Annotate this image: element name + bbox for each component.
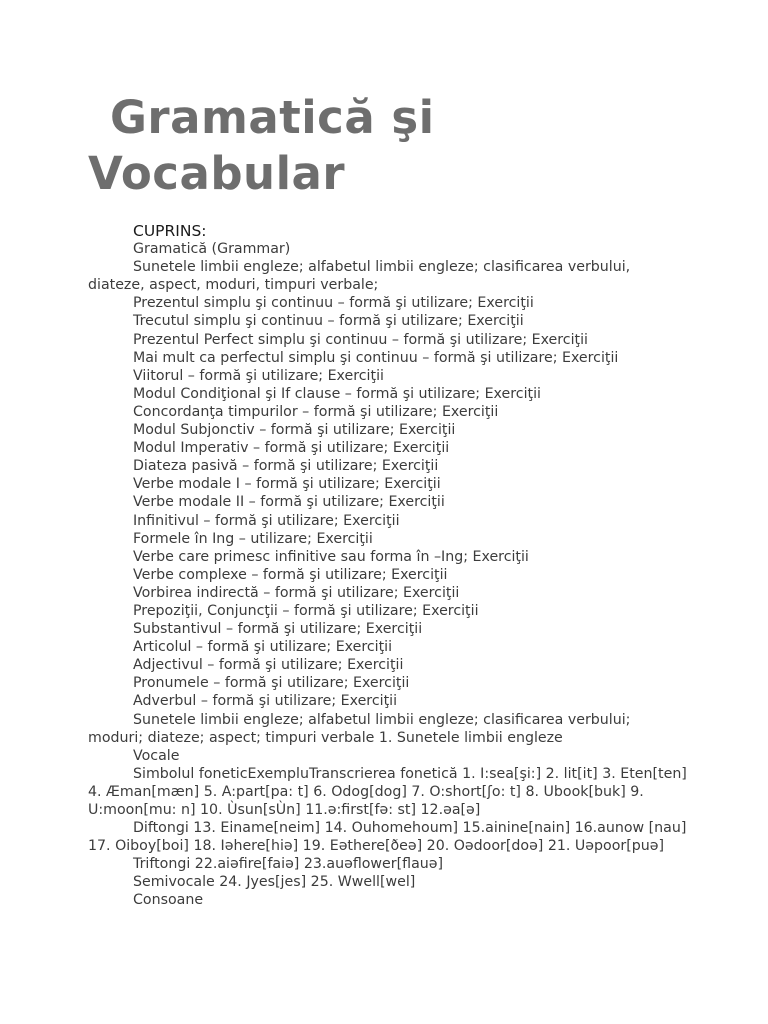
title-line-1: Gramatică şi bbox=[110, 91, 435, 144]
toc-item: Substantivul – formă şi utilizare; Exerciţii bbox=[133, 621, 423, 638]
toc-item: Sunetele limbii engleze; alfabetul limbii engleze; clasificarea verbului; moduri; diateze; aspect; timpuri verbale 1. Sunetele limbii engleze bbox=[88, 711, 631, 746]
toc-item: Modul Imperativ – formă şi utilizare; Exerciţii bbox=[133, 440, 450, 457]
toc-item: Triftongi 22.aiəfire[faiə] 23.auəflower[flauə] bbox=[133, 856, 444, 873]
toc-item: Gramatică (Grammar) bbox=[133, 241, 291, 258]
toc-item: Verbe complexe – formă şi utilizare; Exerciţii bbox=[133, 566, 448, 583]
toc-item: Verbe care primesc infinitive sau forma în –Ing; Exerciţii bbox=[133, 548, 529, 565]
title-line-2: Vocabular bbox=[88, 147, 346, 200]
toc-item: Vorbirea indirectă – formă şi utilizare; Exerciţii bbox=[133, 584, 460, 601]
toc-item: Adverbul – formă şi utilizare; Exerciţii bbox=[133, 693, 398, 710]
toc-item: Adjectivul – formă şi utilizare; Exerciţii bbox=[133, 657, 404, 674]
toc-item: Modul Subjonctiv – formă şi utilizare; Exerciţii bbox=[133, 422, 456, 439]
toc-item: Mai mult ca perfectul simplu şi continuu – formă şi utilizare; Exerciţii bbox=[133, 349, 619, 366]
toc-item: Semivocale 24. Jyes[jes] 25. Wwell[wel] bbox=[133, 874, 416, 891]
toc-item: Diateza pasivă – formă şi utilizare; Exerciţii bbox=[133, 458, 439, 475]
toc-item: Prezentul Perfect simplu şi continuu – formă şi utilizare; Exerciţii bbox=[133, 331, 588, 348]
toc-item: Verbe modale II – formă şi utilizare; Exerciţii bbox=[133, 494, 445, 511]
document-title bbox=[88, 90, 435, 202]
toc-item: Viitorul – formă şi utilizare; Exerciţii bbox=[133, 367, 384, 384]
toc-item: Articolul – formă şi utilizare; Exerciţii bbox=[133, 639, 393, 656]
toc-item: Modul Condiţional şi If clause – formă şi utilizare; Exerciţii bbox=[133, 385, 541, 402]
toc-item: Prepoziţii, Conjuncţii – formă şi utilizare; Exerciţii bbox=[133, 602, 479, 619]
toc-heading: CUPRINS: bbox=[133, 222, 207, 240]
toc-item: Infinitivul – formă şi utilizare; Exerciţii bbox=[133, 512, 400, 529]
toc-item: Sunetele limbii engleze; alfabetul limbii engleze; clasificarea verbului, diateze, aspect, moduri, timpuri verbale; bbox=[88, 259, 631, 294]
toc-item: Concordanţa timpurilor – formă şi utilizare; Exerciţii bbox=[133, 403, 499, 420]
toc-item: Formele în Ing – utilizare; Exerciţii bbox=[133, 530, 373, 547]
toc-item: Vocale bbox=[133, 747, 180, 764]
toc-item: Simbolul foneticExempluTranscrierea fonetică 1. I:sea[şi:] 2. lit[it] 3. Eten[ten] 4. Æman[mæn] 5. A:part[pa: t] 6. Odog[dog] 7. O:short[ʃo: t] 8. Ubook[buk] 9. U:moon[mu: n] 10. Ùsun[sÙn] 11.ə:first[fə: st] 12.əa[ə] bbox=[88, 765, 687, 818]
toc-item: Consoane bbox=[133, 892, 204, 909]
toc-item: Prezentul simplu şi continuu – formă şi utilizare; Exerciţii bbox=[133, 295, 534, 312]
toc-item: Pronumele – formă şi utilizare; Exerciţii bbox=[133, 675, 410, 692]
table-of-contents bbox=[88, 222, 688, 910]
toc-item: Diftongi 13. Einame[neim] 14. Ouhomehoum] 15.ainine[nain] 16.aunow [nau] 17. Oiboy[boi] 18. Iəhere[hiə] 19. Eəthere[ðeə] 20. Oədoor[doə] 21. Uəpoor[puə] bbox=[88, 820, 687, 855]
toc-item: Trecutul simplu şi continuu – formă şi utilizare; Exerciţii bbox=[133, 313, 524, 330]
toc-item: Verbe modale I – formă şi utilizare; Exerciţii bbox=[133, 476, 441, 493]
